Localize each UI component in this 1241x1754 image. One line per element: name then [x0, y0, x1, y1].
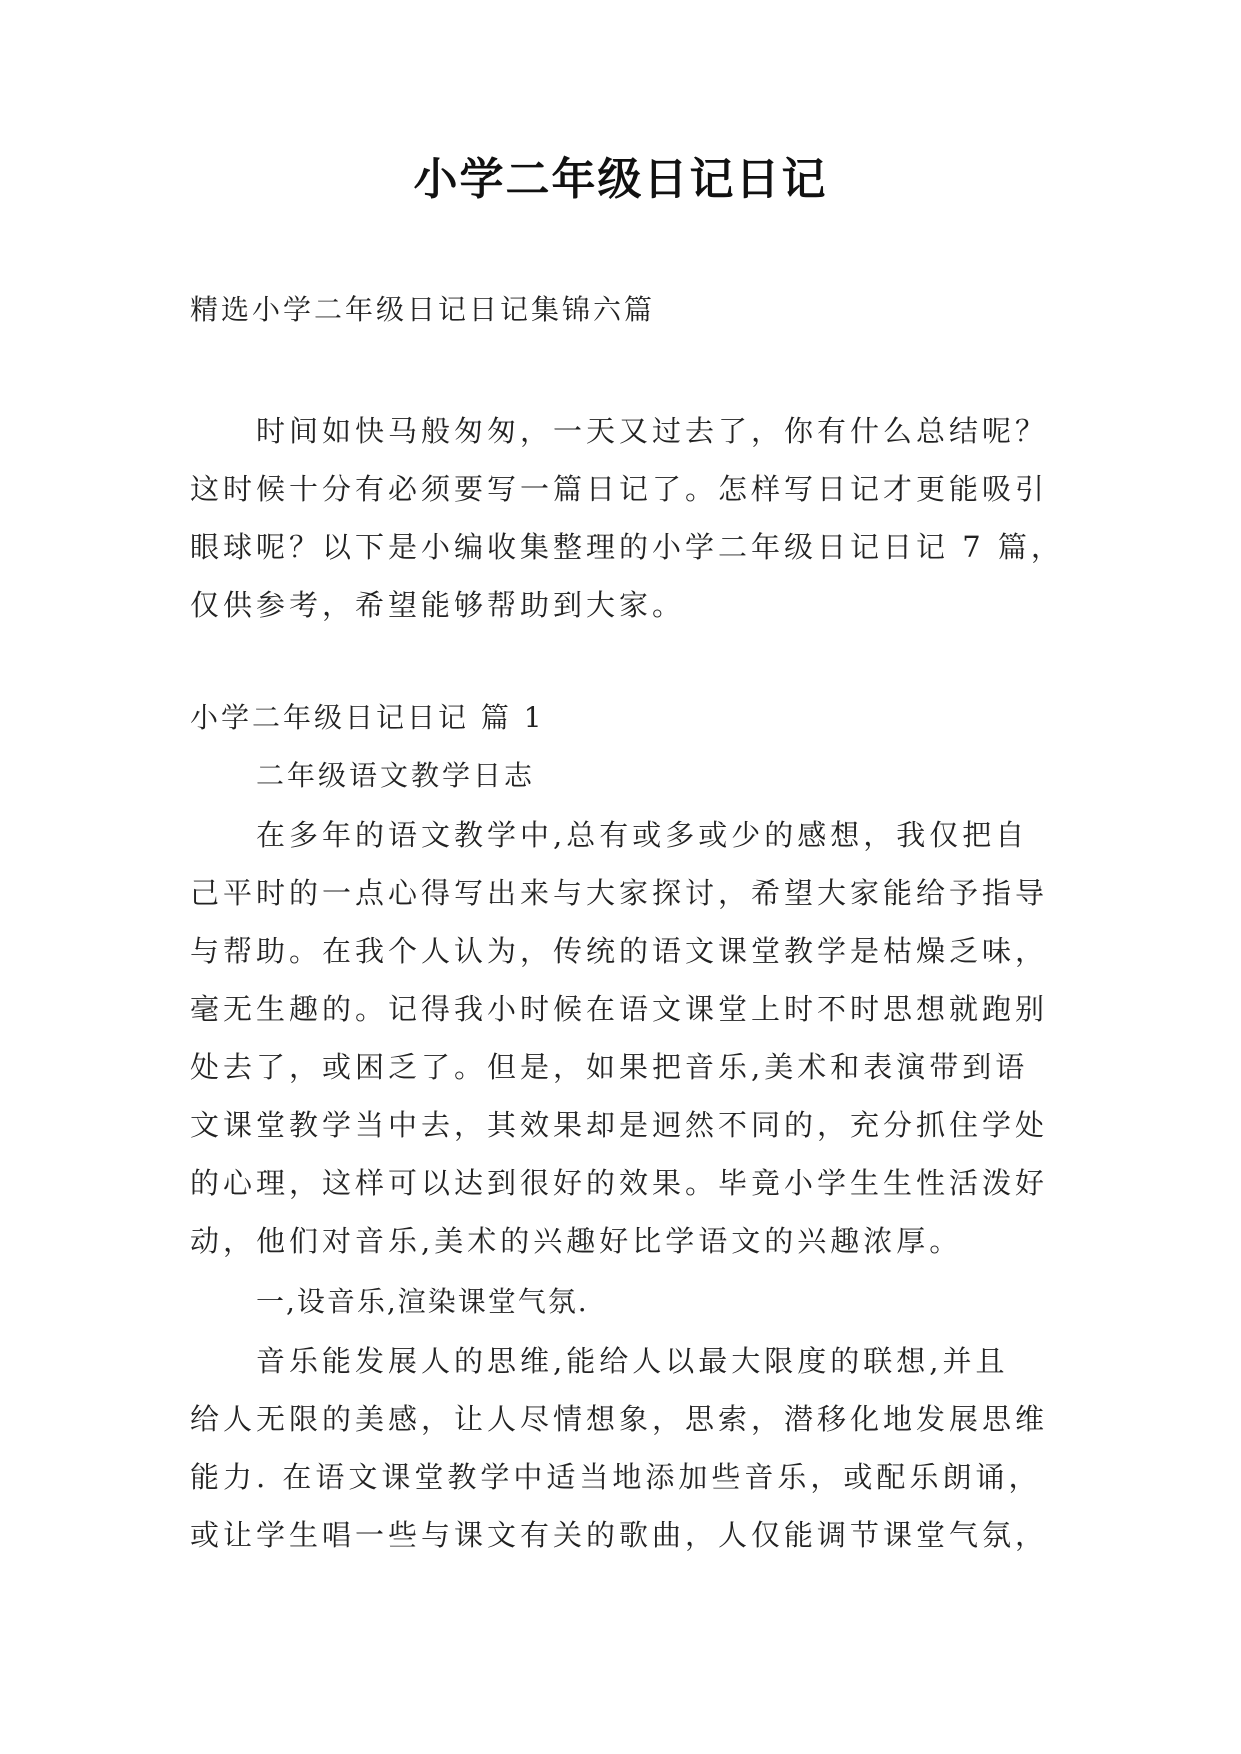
body-paragraph-2	[190, 1332, 1070, 1564]
body-line: 与帮助。在我个人认为，传统的语文课堂教学是枯燥乏味，	[190, 934, 1049, 968]
body-line: 动，他们对音乐,美术的兴趣好比学语文的兴趣浓厚。	[190, 1224, 963, 1258]
body-line: 音乐能发展人的思维,能给人以最大限度的联想,并且	[190, 1344, 1009, 1378]
intro-line: 眼球呢？以下是小编收集整理的小学二年级日记日记 7 篇，	[190, 530, 1064, 564]
body-line: 能力. 在语文课堂教学中适当地添加些音乐，或配乐朗诵，	[190, 1460, 1042, 1494]
body-line: 或让学生唱一些与课文有关的歌曲，人仅能调节课堂气氛，	[190, 1518, 1049, 1552]
intro-line: 仅供参考，希望能够帮助到大家。	[190, 588, 686, 622]
document-title: 小学二年级日记日记	[413, 154, 828, 205]
body-line: 的心理，这样可以达到很好的效果。毕竟小学生生性活泼好	[190, 1166, 1049, 1200]
subheading-one: 一,设音乐,渲染课堂气氛.	[256, 1285, 589, 1318]
body-line: 在多年的语文教学中,总有或多或少的感想，我仅把自	[190, 818, 1029, 852]
intro-paragraph	[190, 402, 1070, 634]
intro-line: 这时候十分有必须要写一篇日记了。怎样写日记才更能吸引	[190, 472, 1049, 506]
article-title: 二年级语文教学日志	[256, 759, 536, 792]
body-line: 己平时的一点心得写出来与大家探讨，希望大家能给予指导	[190, 876, 1049, 910]
section-heading: 小学二年级日记日记 篇 1	[190, 701, 545, 734]
intro-line: 时间如快马般匆匆，一天又过去了，你有什么总结呢？	[190, 414, 1049, 448]
body-line: 毫无生趣的。记得我小时候在语文课堂上时不时思想就跑别	[190, 992, 1049, 1026]
body-line: 文课堂教学当中去，其效果却是迥然不同的，充分抓住学处	[190, 1108, 1049, 1142]
body-paragraph-1	[190, 806, 1070, 1270]
body-line: 给人无限的美感，让人尽情想象，思索，潜移化地发展思维	[190, 1402, 1049, 1436]
body-line: 处去了，或困乏了。但是，如果把音乐,美术和表演带到语	[190, 1050, 1029, 1084]
document-subtitle: 精选小学二年级日记日记集锦六篇	[190, 293, 656, 326]
